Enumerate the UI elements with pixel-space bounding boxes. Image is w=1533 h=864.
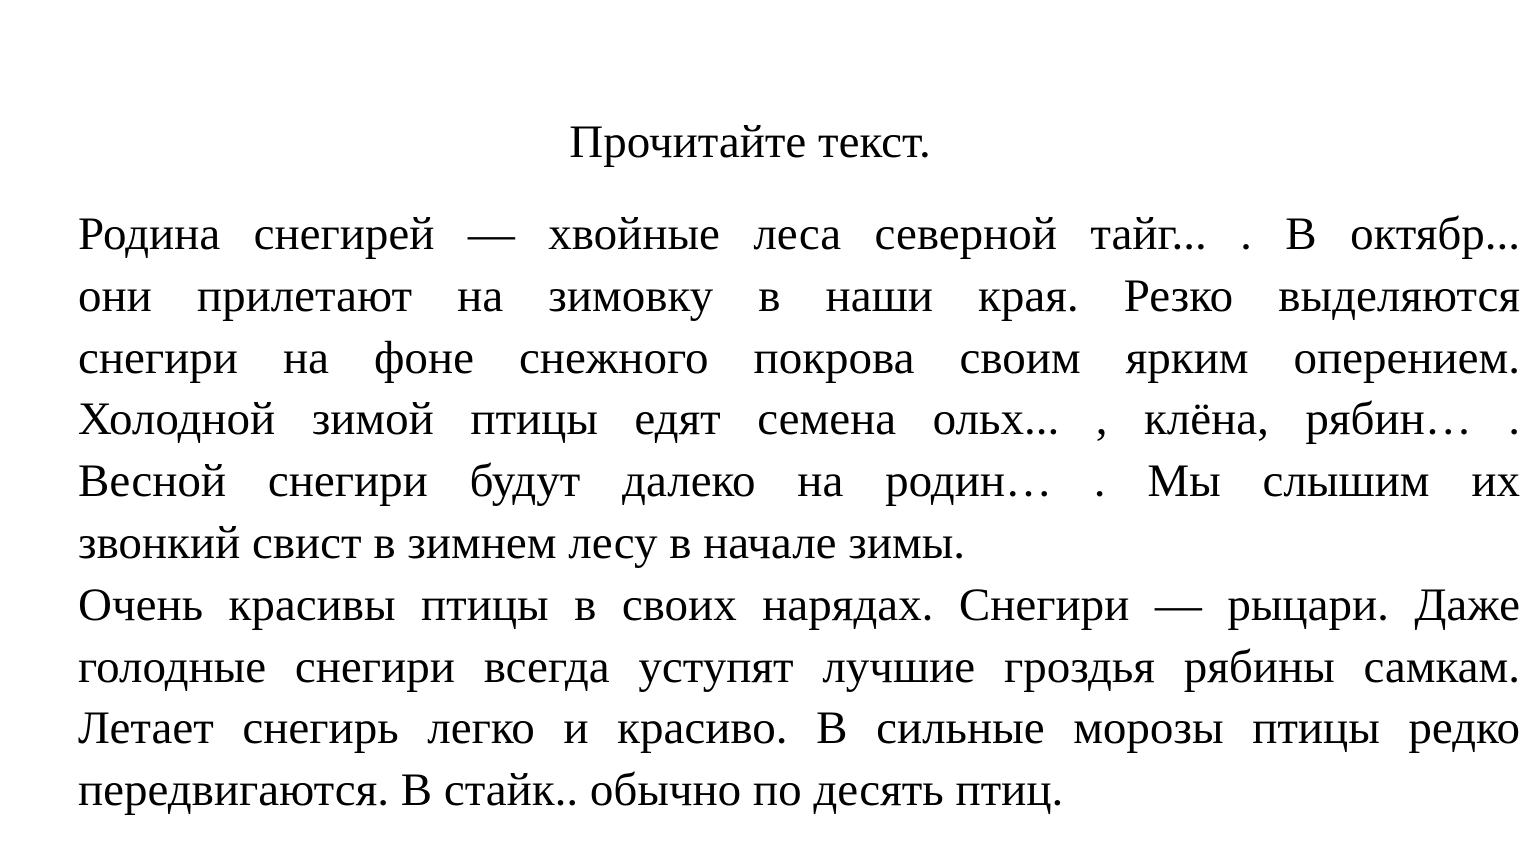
text-line: передвигаются. В стайк.. обычно по десять птиц. xyxy=(78,764,1064,817)
text-line: они прилетают на зимовку в наши края. Резко выделяются xyxy=(78,269,1520,322)
text-line: голодные снегири всегда уступят лучшие гроздья рябины самкам. xyxy=(78,640,1520,693)
text-line: Родина снегирей — хвойные леса северной тайг... . В октябр... xyxy=(78,208,1520,260)
paragraph-1 xyxy=(78,204,1520,575)
page-title: Прочитайте текст. xyxy=(569,116,931,168)
text-line: снегири на фоне снежного покрова своим ярким оперением. xyxy=(78,331,1520,384)
text-line: звонкий свист в зимнем лесу в начале зимы. xyxy=(78,516,966,569)
text-line: Очень красивы птицы в своих нарядах. Снегири — рыцари. Даже xyxy=(78,578,1520,631)
text-line: Весной снегири будут далеко на родин… . Мы слышим их xyxy=(78,455,1520,508)
text-line: Летает снегирь легко и красиво. В сильные морозы птицы редко xyxy=(78,702,1520,755)
paragraph-2 xyxy=(78,575,1520,822)
text-body xyxy=(78,204,1520,822)
text-line: Холодной зимой птицы едят семена ольх... , клёна, рябин… . xyxy=(78,393,1520,446)
